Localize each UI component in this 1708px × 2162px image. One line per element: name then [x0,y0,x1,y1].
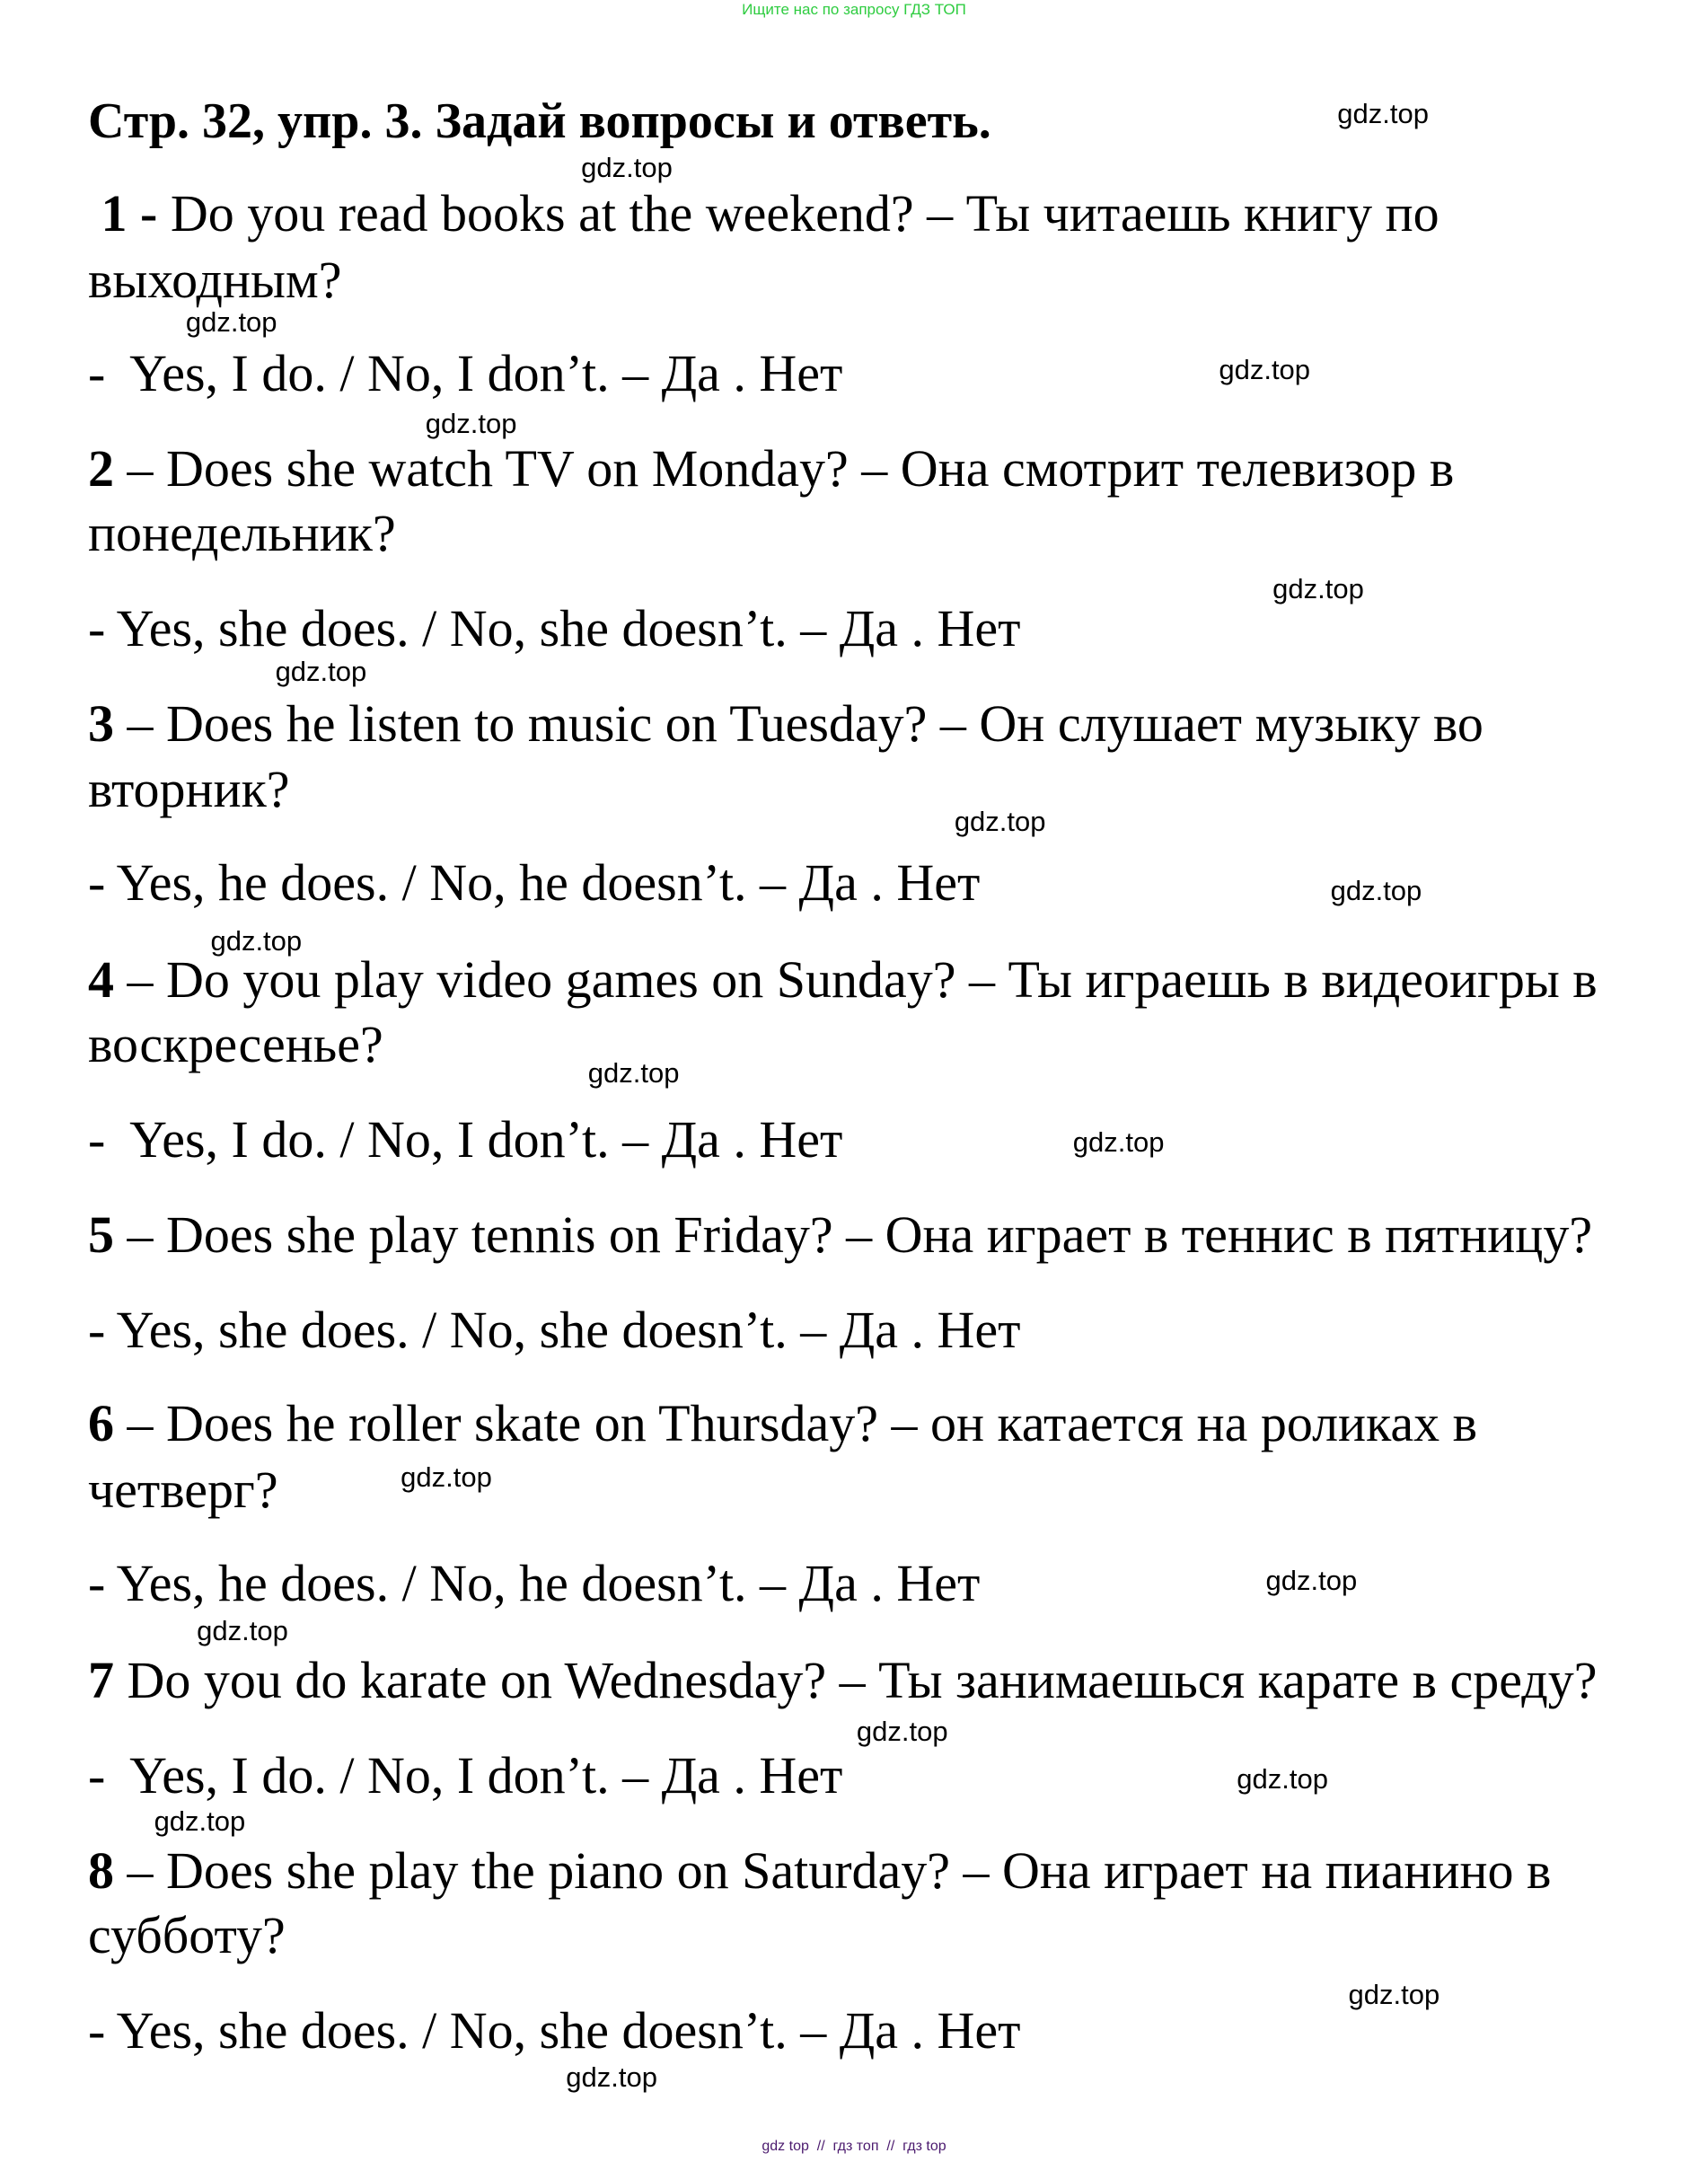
separator: – [114,1840,166,1900]
question-number: 4 [88,949,114,1009]
question-text: Does she play the piano on Saturday? – Она играет на пианино в [166,1840,1552,1900]
separator [114,1651,128,1709]
watermark-text: gdz.top [1348,1979,1440,2011]
watermark-text: gdz.top [210,924,303,957]
question-line [88,1204,1592,1266]
question-line [88,437,1454,500]
question-number: 3 [88,694,114,754]
watermark-text: gdz.top [1219,353,1311,385]
watermark-text: gdz.top [1072,1125,1165,1158]
question-continuation [88,1459,278,1522]
watermark-text: gdz.top [185,306,277,339]
question-text: Do you do karate on Wednesday? – Ты занимаешься карате в среду? [127,1650,1598,1709]
question-line [88,1392,1477,1455]
watermark-text: gdz.top [1272,572,1364,604]
watermark-text: gdz.top [1237,1763,1328,1796]
question-line [88,1649,1597,1712]
question-line [88,182,1439,245]
answer-line: - Yes, I do. / No, I don’t. – Да . Нет [88,1109,843,1169]
question-text: понедельник? [88,504,396,563]
watermark-text: gdz.top [275,656,367,688]
question-line [88,693,1483,755]
separator: – [114,949,166,1009]
question-continuation [88,758,290,821]
watermark-text: gdz.top [954,806,1046,838]
answer-line: - Yes, I do. / No, I don’t. – Да . Нет [88,344,843,403]
answer-line: - Yes, she does. / No, she doesn’t. – Да . Нет [88,2000,1021,2060]
question-text: Do you read books at the weekend? – Ты читаешь книгу по [170,184,1439,243]
separator: – [114,439,166,499]
question-text: Does she watch TV on Monday? – Она смотрит телевизор в [166,439,1455,499]
bottom-banner: gdz top // гдз топ // гдз top [762,2139,946,2154]
watermark-text: gdz.top [154,1805,246,1837]
watermark-text: gdz.top [566,2061,657,2094]
answer-line: - Yes, he does. / No, he doesn’t. – Да . Нет [88,853,981,913]
question-text: вторник? [88,759,290,818]
watermark-text: gdz.top [425,407,517,439]
answer-line: - Yes, I do. / No, I don’t. – Да . Нет [88,1745,843,1805]
separator: – [114,694,166,754]
question-text: четверг? [88,1460,278,1519]
watermark-text: gdz.top [197,1614,288,1646]
top-banner: Ищите нас по запросу ГДЗ ТОП [742,1,966,18]
question-number: 1 [101,184,128,243]
watermark-text: gdz.top [401,1461,492,1494]
question-number: 5 [88,1205,114,1264]
question-text: Does he roller skate on Thursday? – он катается на роликах в [166,1394,1477,1453]
question-text: Do you play video games on Sunday? – Ты играешь в видеоигры в [166,949,1598,1009]
watermark-text: gdz.top [1330,875,1422,907]
watermark-text: gdz.top [1265,1565,1358,1597]
question-line [88,949,1598,1011]
watermark-text: gdz.top [581,152,673,184]
question-number: 2 [88,439,114,499]
question-text: воскресенье? [88,1014,383,1073]
question-number: 6 [88,1394,114,1453]
watermark-text: gdz.top [1337,98,1429,130]
indent [88,184,101,243]
question-continuation [88,1904,286,1967]
question-text: Does he listen to music on Tuesday? – Он слушает музыку во [166,694,1483,754]
watermark-text: gdz.top [587,1057,680,1089]
watermark-text: gdz.top [856,1715,948,1747]
question-continuation [88,1013,383,1076]
question-continuation [88,249,341,312]
separator: – [114,1205,166,1264]
page-title: Стр. 32, упр. 3. Задай вопросы и ответь. [88,93,991,149]
question-text: субботу? [88,1906,286,1964]
question-text: выходным? [88,250,342,309]
answer-line: - Yes, she does. / No, she doesn’t. – Да . Нет [88,1300,1021,1359]
question-number: 8 [88,1840,114,1900]
question-continuation [88,502,396,565]
question-line [88,1840,1551,1902]
question-text: Does she play tennis on Friday? – Она играет в теннис в пятницу? [166,1205,1593,1264]
answer-line: - Yes, she does. / No, she doesn’t. – Да . Нет [88,599,1021,658]
separator: – [114,1394,166,1453]
separator: - [127,184,171,243]
question-number: 7 [88,1650,114,1709]
answer-line: - Yes, he does. / No, he doesn’t. – Да . Нет [88,1554,981,1613]
